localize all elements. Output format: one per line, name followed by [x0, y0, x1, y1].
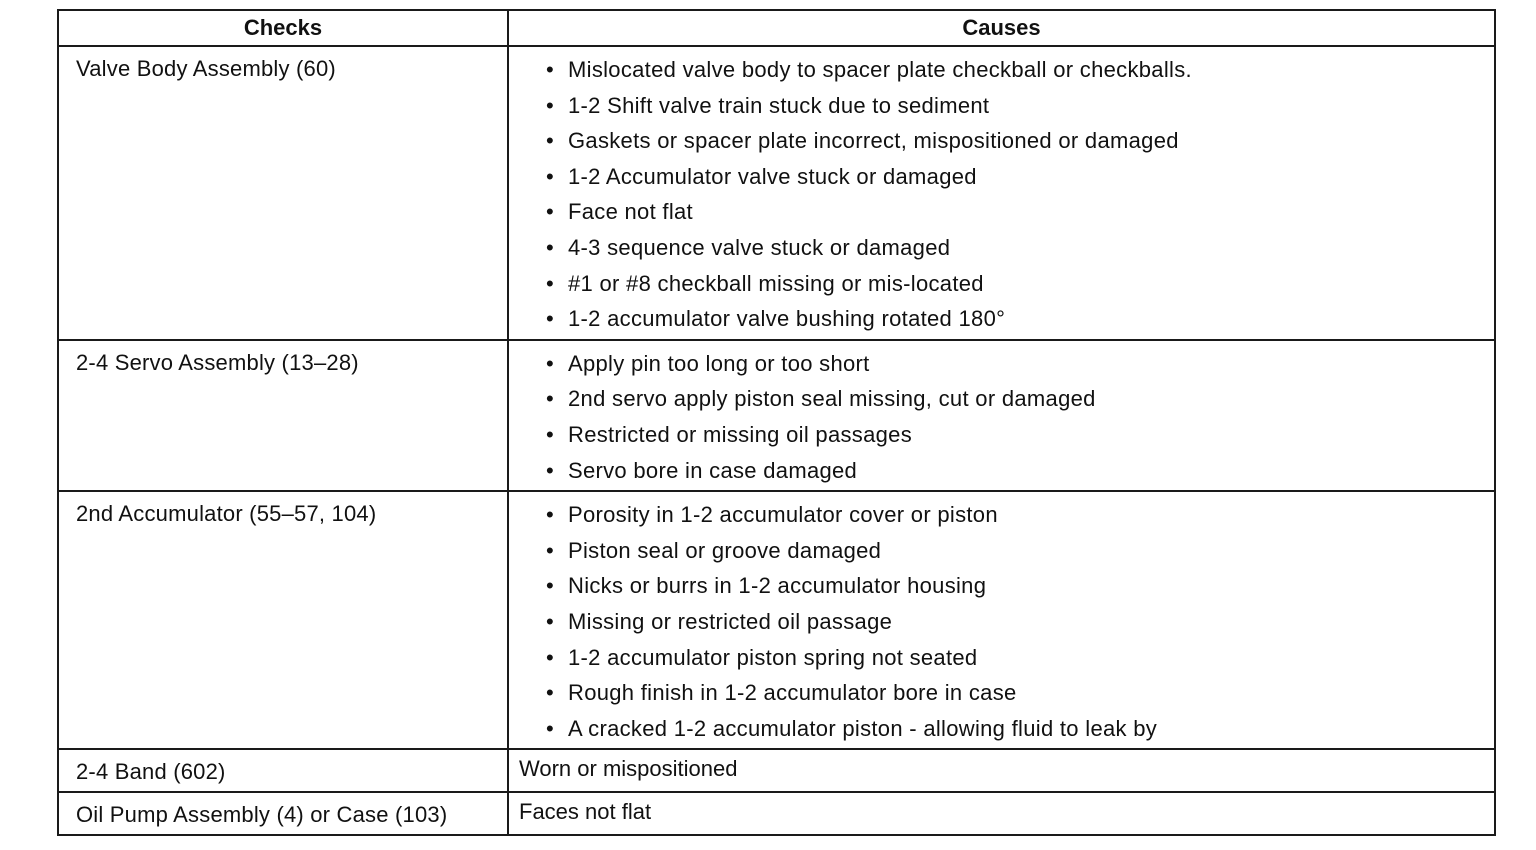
- table-row: [58, 749, 1495, 792]
- cause-item: • Piston seal or groove damaged: [546, 533, 1484, 569]
- check-cell: 2nd Accumulator (55–57, 104): [58, 491, 508, 749]
- cause-item: • Porosity in 1-2 accumulator cover or piston: [546, 497, 1484, 533]
- causes-cell: [508, 340, 1495, 491]
- cause-item: • 1-2 Accumulator valve stuck or damaged: [546, 159, 1484, 195]
- check-cell: Oil Pump Assembly (4) or Case (103): [58, 792, 508, 835]
- check-cell: 2-4 Servo Assembly (13–28): [58, 340, 508, 491]
- header-row: [58, 10, 1495, 46]
- causes-list: [546, 497, 1484, 746]
- causes-cell: [508, 491, 1495, 749]
- cause-item: • Apply pin too long or too short: [546, 346, 1484, 382]
- causes-header: Causes: [508, 10, 1495, 46]
- cause-item: • Servo bore in case damaged: [546, 453, 1484, 489]
- checks-header: Checks: [58, 10, 508, 46]
- table-row: [58, 46, 1495, 340]
- cause-item: • Mislocated valve body to spacer plate checkball or checkballs.: [546, 52, 1484, 88]
- cause-item: • Gaskets or spacer plate incorrect, mispositioned or damaged: [546, 123, 1484, 159]
- cause-item: • 2nd servo apply piston seal missing, cut or damaged: [546, 381, 1484, 417]
- causes-cell: [508, 46, 1495, 340]
- cause-item: • #1 or #8 checkball missing or mis-located: [546, 266, 1484, 302]
- check-cell: 2-4 Band (602): [58, 749, 508, 792]
- causes-list: [546, 346, 1484, 488]
- cause-item: • Nicks or burrs in 1-2 accumulator housing: [546, 568, 1484, 604]
- causes-list: [546, 52, 1484, 337]
- cause-item: • 1-2 Shift valve train stuck due to sediment: [546, 88, 1484, 124]
- cause-item: • Missing or restricted oil passage: [546, 604, 1484, 640]
- cause-cell: Faces not flat: [508, 792, 1495, 835]
- table-row: [58, 340, 1495, 491]
- cause-cell: Worn or mispositioned: [508, 749, 1495, 792]
- diagnosis-table: [57, 9, 1496, 836]
- cause-item: • 4-3 sequence valve stuck or damaged: [546, 230, 1484, 266]
- cause-item: • Face not flat: [546, 194, 1484, 230]
- cause-item: • 1-2 accumulator valve bushing rotated 180°: [546, 301, 1484, 337]
- table-row: [58, 491, 1495, 749]
- cause-item: • A cracked 1-2 accumulator piston - allowing fluid to leak by: [546, 711, 1484, 747]
- table-row: [58, 792, 1495, 835]
- cause-item: • 1-2 accumulator piston spring not seated: [546, 640, 1484, 676]
- check-cell: Valve Body Assembly (60): [58, 46, 508, 340]
- cause-item: • Rough finish in 1-2 accumulator bore in case: [546, 675, 1484, 711]
- cause-item: • Restricted or missing oil passages: [546, 417, 1484, 453]
